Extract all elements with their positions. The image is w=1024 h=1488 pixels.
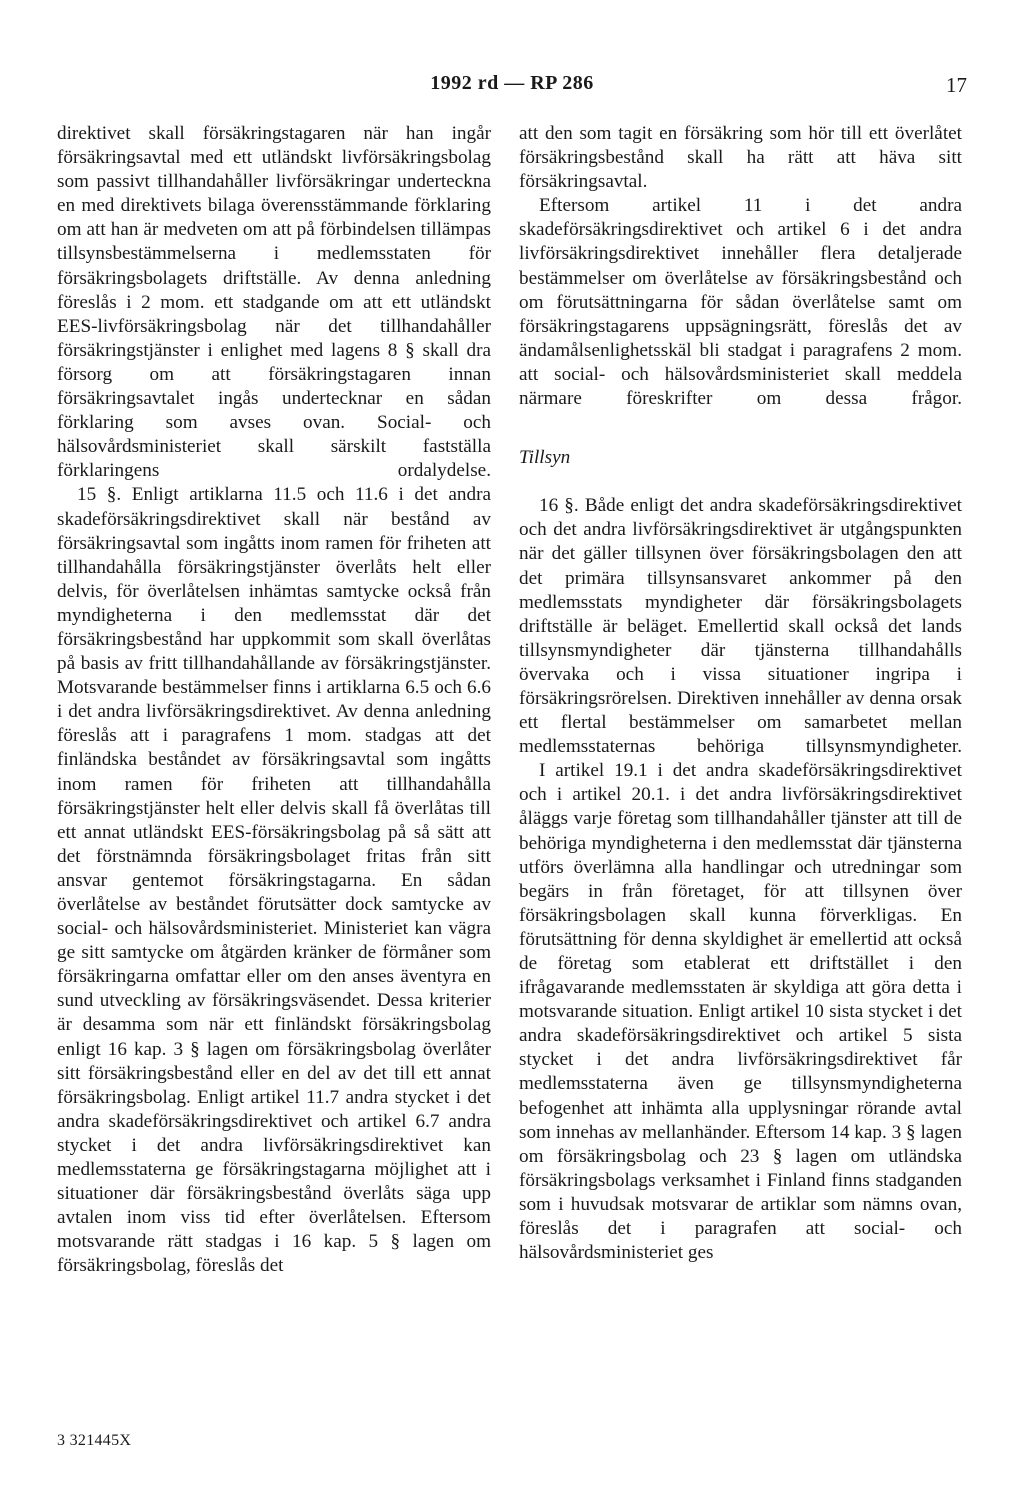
- paragraph-direktivet: direktivet skall försäkringstagaren när han ingår försäkringsavtal med ett utländskt livförsäkringsbolag som passivt tillhandahåller livförsäkringar underteckna en med direktivets bilaga överensstämmande förklaring om att han är medveten om att på förbindelsen tillämpas tillsynsbestämmelserna i medlemsstaten för försäkringsbolagets driftställe. Av denna anledning föreslås i 2 mom. ett stadgande om att ett utländskt EES-livförsäkringsbolag när det tillhandahåller försäkringstjänster i enlighet med lagens 8 § skall dra försorg om att försäkringstagaren innan försäkringsavtalet ingås undertecknar en sådan förklaring som avses ovan. Social- och hälsovårdsministeriet skall särskilt fastställa förklaringens ordalydelse.: [57, 123, 491, 482]
- right-column: [519, 122, 962, 1265]
- paragraph-overlatet-bestand: att den som tagit en försäkring som hör till ett överlåtet försäkringsbestånd skall ha rätt att häva sitt försäkringsavtal.: [519, 123, 962, 193]
- paragraph-eftersom-artikel-11: Eftersom artikel 11 i det andra skadeförsäkringsdirektivet och artikel 6 i det andra livförsäkringsdirektivet innehåller flera detaljerade bestämmelser om överlåtelse av försäkringsbestånd och om förutsättningarna för sådan överlåtelse samt om försäkringstagarens uppsägningsrätt, föreslås det av ändamålsenlighetsskäl bli stadgat i paragrafens 2 mom. att social- och hälsovårdsministeriet skall meddela närmare föreskrifter om dessa frågor.: [519, 195, 962, 410]
- paragraph-section-16: 16 §. Både enligt det andra skadeförsäkringsdirektivet och det andra livförsäkringsdirektivet är utgångspunkten när det gäller tillsynen över försäkringsbolagen den att det primära tillsynsansvaret ankommer på den medlemsstats myndigheter där försäkringsbolagets driftställe är beläget. Emellertid skall också det lands tillsynsmyndigheter där tjänsterna tillhandahålls övervaka och i vissa situationer ingripa i försäkringsrörelsen. Direktiven innehåller av denna orsak ett flertal bestämmelser om samarbetet mellan medlemsstaternas behöriga tillsynsmyndigheter.: [519, 495, 962, 758]
- page-number: 17: [946, 73, 967, 97]
- paragraph-section-15: 15 §. Enligt artiklarna 11.5 och 11.6 i det andra skadeförsäkringsdirektivet skall när bestånd av försäkringsavtal som ingåtts inom ramen för friheten att tillhandahålla försäkringstjänster överlåts helt eller delvis, för överlåtelsen inhämtas samtycke också från myndigheterna i den medlemsstat där det försäkringsbestånd har uppkommit som skall överlåtas på basis av fritt tillhandahållande av försäkringstjänster. Motsvarande bestämmelser finns i artiklarna 6.5 och 6.6 i det andra livförsäkringsdirektivet. Av denna anledning föreslås att i paragrafens 1 mom. stadgas att det finländska beståndet av försäkringsavtal som ingåtts inom ramen för friheten att tillhandahålla försäkringstjänster helt eller delvis skall få överlåtas till ett annat utländskt EES-försäkringsbolag på så sätt att det förstnämnda försäkringsbolaget fritas från sitt ansvar gentemot försäkringstagarna. En sådan överlåtelse av beståndet förutsätter dock samtycke av social- och hälsovårdsministeriet. Ministeriet kan vägra ge sitt samtycke om åtgärden kränker de förmåner som försäkringarna omfattar eller om den anses äventyra en sund utveckling av försäkringsväsendet. Dessa kriterier är desamma som när ett finländskt försäkringsbolag enligt 16 kap. 3 § lagen om försäkringsbolag överlåter sitt försäkringsbestånd eller en del av det till ett annat försäkringsbolag. Enligt artikel 11.7 andra stycket i det andra skadeförsäkringsdirektivet och artikel 6.7 andra stycket i det andra livförsäkringsdirektivet kan medlemsstaterna ge försäkringstagarna möjlighet att i situationer där försäkringsbestånd överlåts säga upp avtalen inom viss tid efter överlåtelsen. Eftersom motsvarande rätt stadgas i 16 kap. 5 § lagen om försäkringsbolag, föreslås det: [57, 484, 491, 1277]
- running-header: 1992 rd — RP 286: [430, 72, 594, 94]
- paragraph-artikel-19: I artikel 19.1 i det andra skadeförsäkringsdirektivet och i artikel 20.1. i det andra livförsäkringsdirektivet åläggs varje företag som tillhandahåller tjänster att till de behöriga myndigheterna i den medlemsstat där tjänsterna utförs överlämna alla handlingar och utredningar som begärs in från företaget, för att tillsynen över försäkringsbolagen skall kunna förverkligas. En förutsättning för denna skyldighet är emellertid att också de företag som etablerat ett driftstället i den ifrågavarande medlemsstaten är skyldiga att göra detta i motsvarande situation. Enligt artikel 10 sista stycket i det andra skadeförsäkringsdirektivet och artikel 5 sista stycket i det andra livförsäkringsdirektivet får medlemsstaterna även ge tillsynsmyndigheterna befogenhet att inhämta alla upplysningar rörande avtal som innehas av mellanhänder. Eftersom 14 kap. 3 § lagen om försäkringsbolag och 23 § lagen om utländska försäkringsbolags verksamhet i Finland finns stadganden som i huvudsak motsvarar de artiklar som nämns ovan, föreslås det i paragrafen att social- och hälsovårdsministeriet ges: [519, 760, 962, 1264]
- section-heading-tillsyn: Tillsyn: [519, 447, 571, 469]
- footer-print-code: 3 321445X: [57, 1432, 132, 1449]
- left-column: [57, 122, 491, 1279]
